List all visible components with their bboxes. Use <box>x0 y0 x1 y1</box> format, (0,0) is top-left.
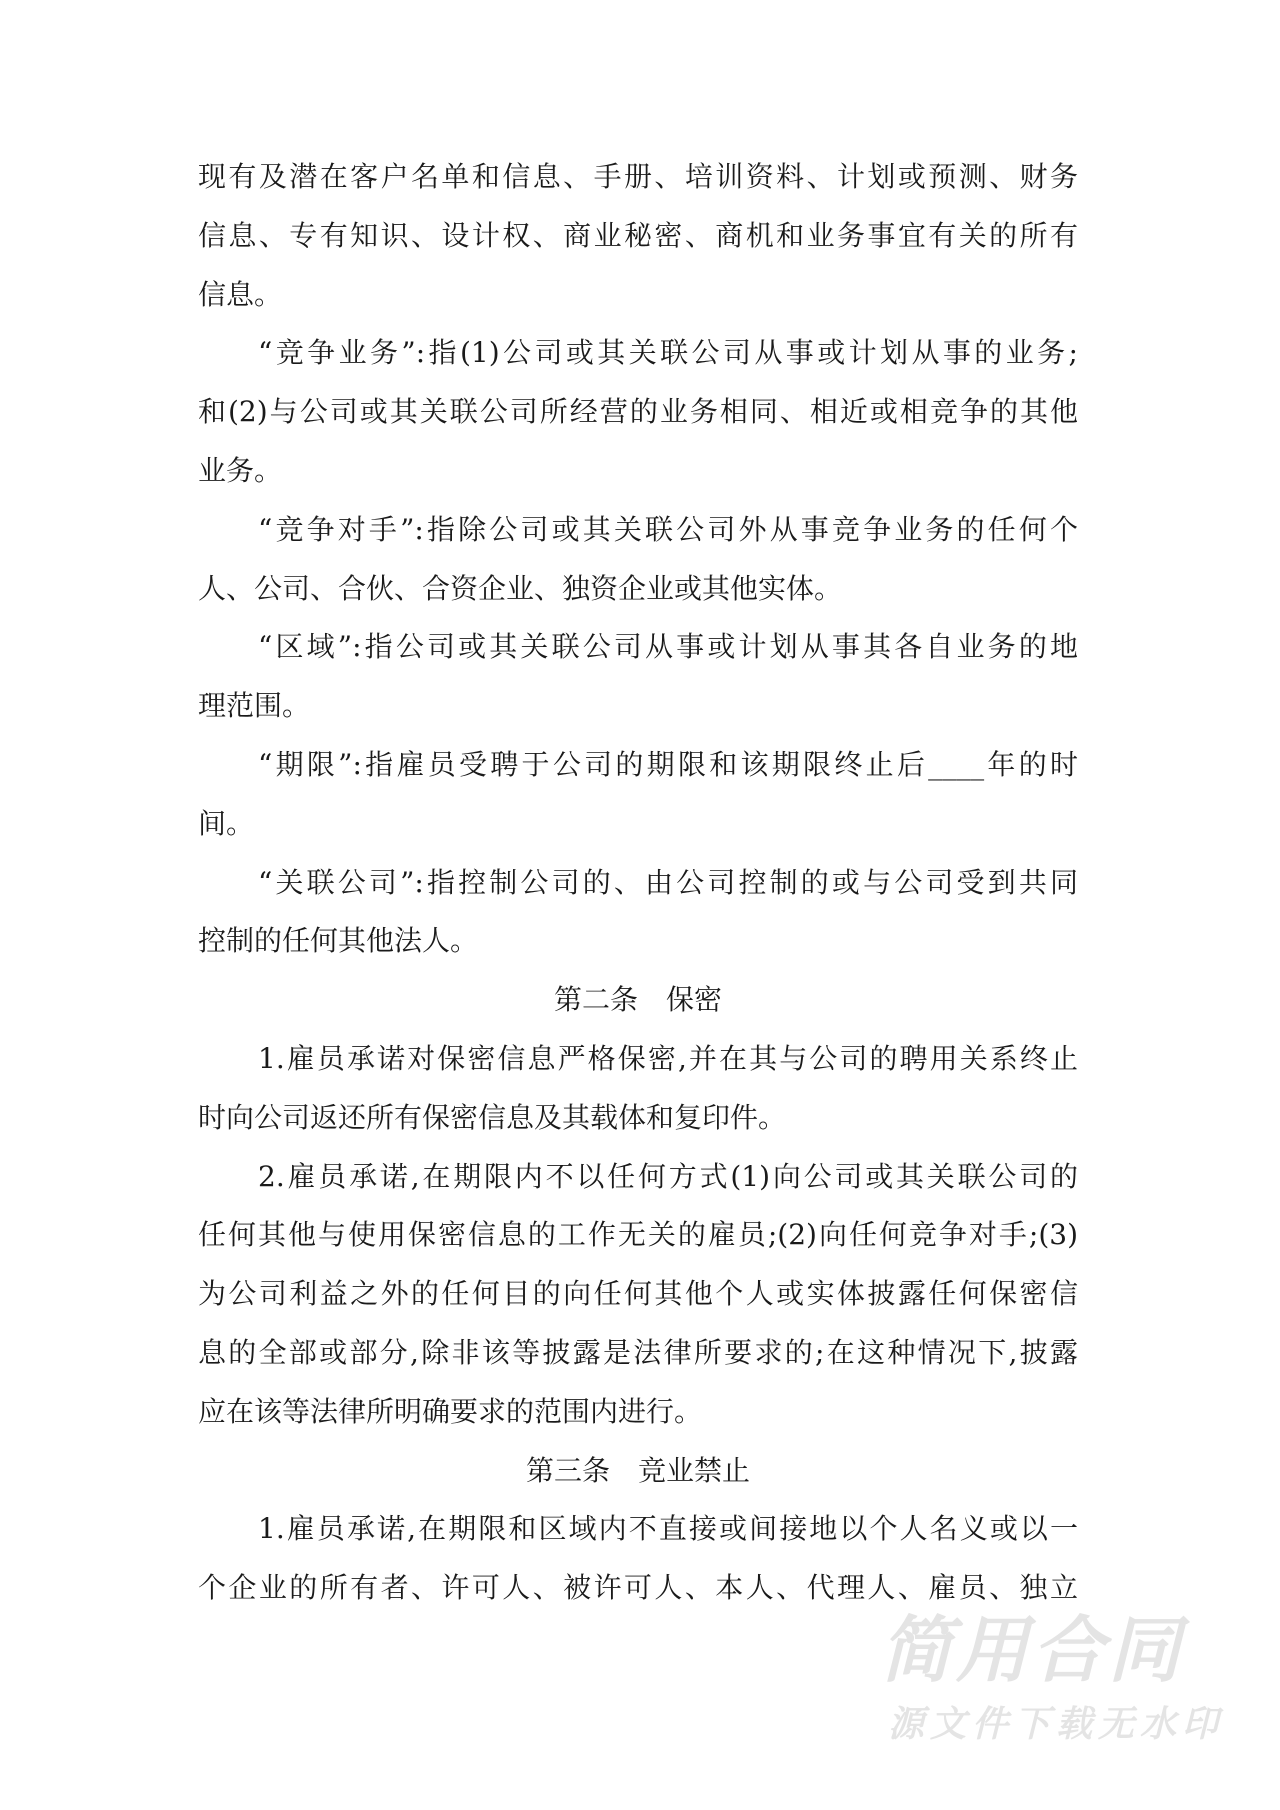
text-line: 理范围。 <box>198 689 311 723</box>
definition-region: “区域”:指公司或其关联公司从事或计划从事其各自业务的地 <box>258 630 1078 664</box>
text-line: 控制的任何其他法人。 <box>198 924 479 958</box>
text-line: 间。 <box>198 806 255 840</box>
text-line: 个企业的所有者、许可人、被许可人、本人、代理人、雇员、独立 <box>198 1571 1078 1605</box>
definition-term: “期限”:指雇员受聘于公司的期限和该期限终止后____年的时 <box>258 747 1078 781</box>
text-line: 为公司利益之外的任何目的向任何其他个人或实体披露任何保密信 <box>198 1277 1078 1311</box>
text-line: 应在该等法律所明确要求的范围内进行。 <box>198 1394 703 1428</box>
clause-2-2: 2.雇员承诺,在期限内不以任何方式(1)向公司或其关联公司的 <box>258 1159 1078 1193</box>
text-line: 业务。 <box>198 453 283 487</box>
text-line: 和(2)与公司或其关联公司所经营的业务相同、相近或相竞争的其他 <box>198 395 1078 429</box>
watermark-title: 简用合同 <box>880 1608 1185 1692</box>
text-line: 任何其他与使用保密信息的工作无关的雇员;(2)向任何竞争对手;(3) <box>198 1218 1078 1252</box>
section-heading-confidentiality: 第二条 保密 <box>553 983 722 1017</box>
text-line: 信息、专有知识、设计权、商业秘密、商机和业务事宜有关的所有 <box>198 218 1078 252</box>
watermark-subtitle: 源文件下载无水印 <box>888 1704 1225 1745</box>
text-line: 现有及潜在客户名单和信息、手册、培训资料、计划或预测、财务 <box>198 160 1078 193</box>
text-line: 信息。 <box>198 277 283 311</box>
document-body <box>198 148 1078 1618</box>
definition-affiliate: “关联公司”:指控制公司的、由公司控制的或与公司受到共同 <box>258 865 1078 899</box>
clause-3-1: 1.雇员承诺,在期限和区域内不直接或间接地以个人名义或以一 <box>258 1512 1078 1546</box>
text-line: 时向公司返还所有保密信息及其载体和复印件。 <box>198 1100 787 1134</box>
section-heading-non-compete: 第三条 竞业禁止 <box>525 1453 750 1487</box>
clause-2-1: 1.雇员承诺对保密信息严格保密,并在其与公司的聘用关系终止 <box>258 1041 1078 1075</box>
watermark-logo <box>880 1605 1224 1755</box>
definition-competitor: “竞争对手”:指除公司或其关联公司外从事竞争业务的任何个 <box>258 512 1078 546</box>
text-line: 息的全部或部分,除非该等披露是法律所要求的;在这种情况下,披露 <box>198 1335 1078 1369</box>
definition-competing-business: “竞争业务”:指(1)公司或其关联公司从事或计划从事的业务; <box>258 336 1078 370</box>
text-line: 人、公司、合伙、合资企业、独资企业或其他实体。 <box>198 571 843 605</box>
